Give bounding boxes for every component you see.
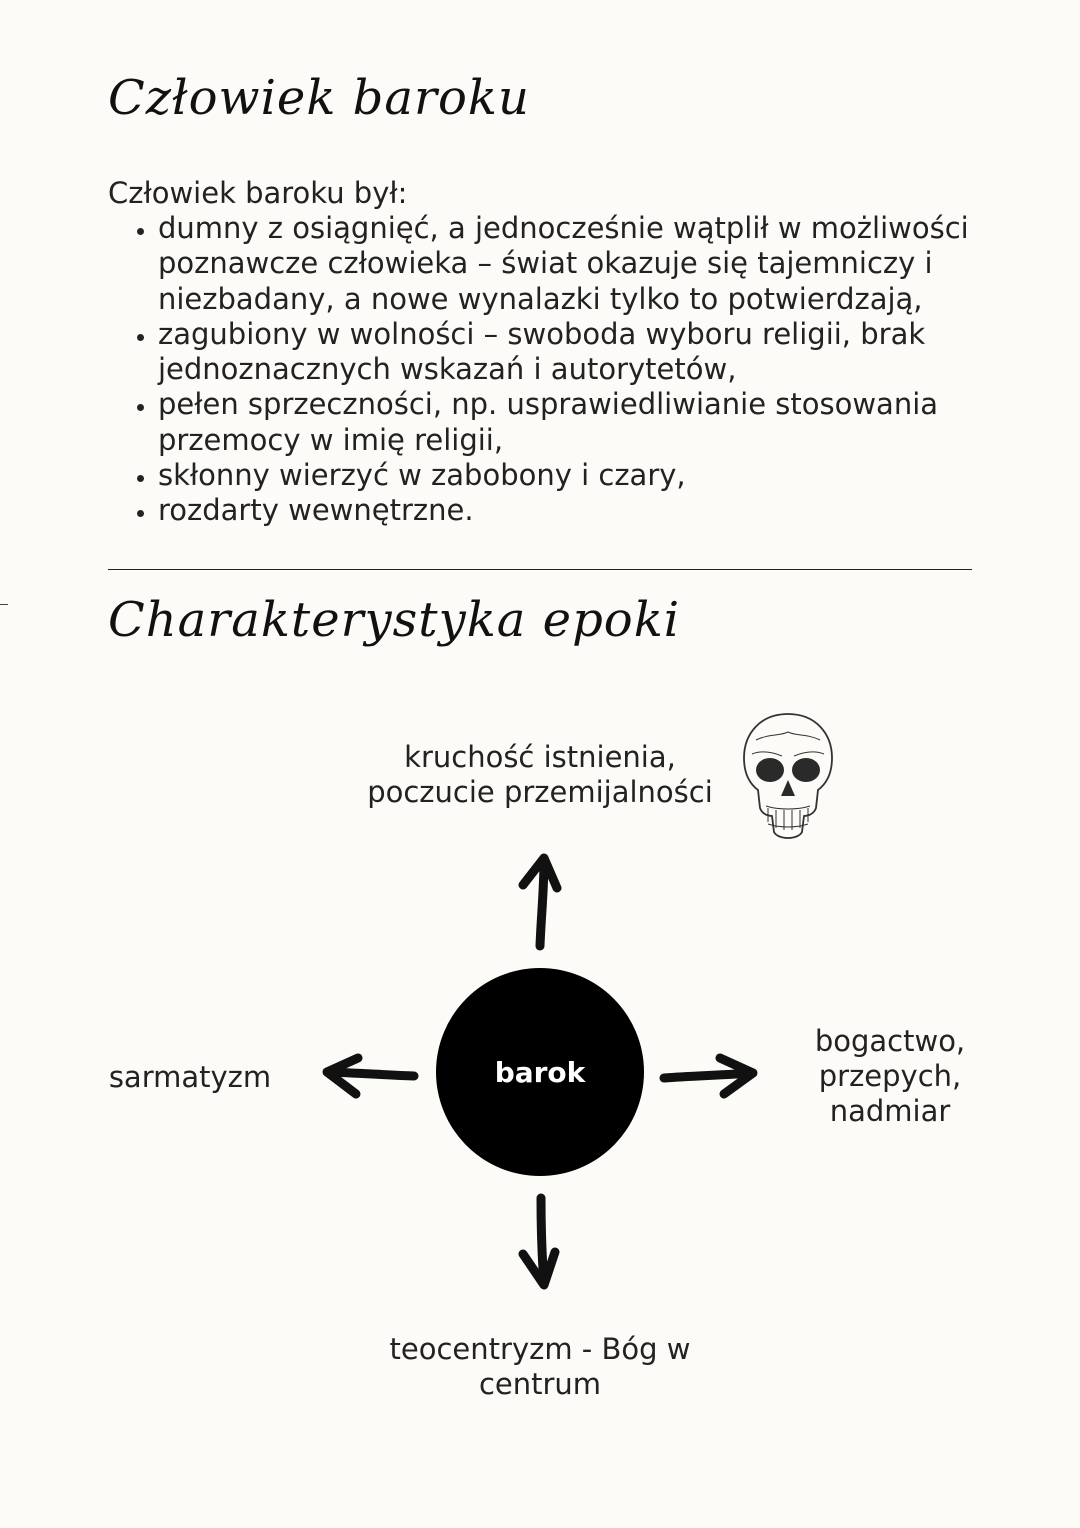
node-bottom <box>380 1332 700 1402</box>
intro-text: Człowiek baroku był: <box>108 176 408 210</box>
node-right-line: nadmiar <box>829 1094 951 1128</box>
node-right-line: bogactwo, <box>814 1024 966 1058</box>
list-item: • zagubiony w wolności – swoboda wyboru religii, brak jednoznacznych wskazań i autorytetów, <box>158 317 1038 388</box>
list-item: • pełen sprzeczności, np. usprawiedliwianie stosowania przemocy w imię religii, <box>158 387 1038 458</box>
section-title-charakterystyka-epoki: Charakterystyka epoki <box>108 592 681 648</box>
list-item: • dumny z osiągnięć, a jednocześnie wątplił w możliwości poznawcze człowieka – świat okazuje się tajemniczy i niezbadany, a nowe wynalazki tylko to potwierdzają, <box>158 211 1038 317</box>
arrow-up-icon <box>523 858 557 946</box>
center-node <box>436 968 644 1176</box>
node-bottom-line: centrum <box>478 1367 602 1401</box>
node-top-line: kruchość istnienia, <box>404 740 676 774</box>
node-left: sarmatyzm <box>108 1060 272 1094</box>
arrow-down-icon <box>523 1198 555 1285</box>
node-right <box>800 1024 980 1129</box>
node-top-line: poczucie przemijalności <box>367 775 713 809</box>
node-bottom-line: teocentryzm - Bóg w <box>389 1332 691 1366</box>
arrow-left-icon <box>327 1058 414 1094</box>
section-title-czlowiek-baroku: Człowiek baroku <box>108 70 530 126</box>
arrow-right-icon <box>664 1058 753 1094</box>
center-label: barok <box>494 1055 586 1089</box>
list-item: • rozdarty wewnętrzne. <box>158 493 1038 528</box>
node-right-line: przepych, <box>818 1059 962 1093</box>
list-item: • skłonny wierzyć w zabobony i czary, <box>158 458 1038 493</box>
